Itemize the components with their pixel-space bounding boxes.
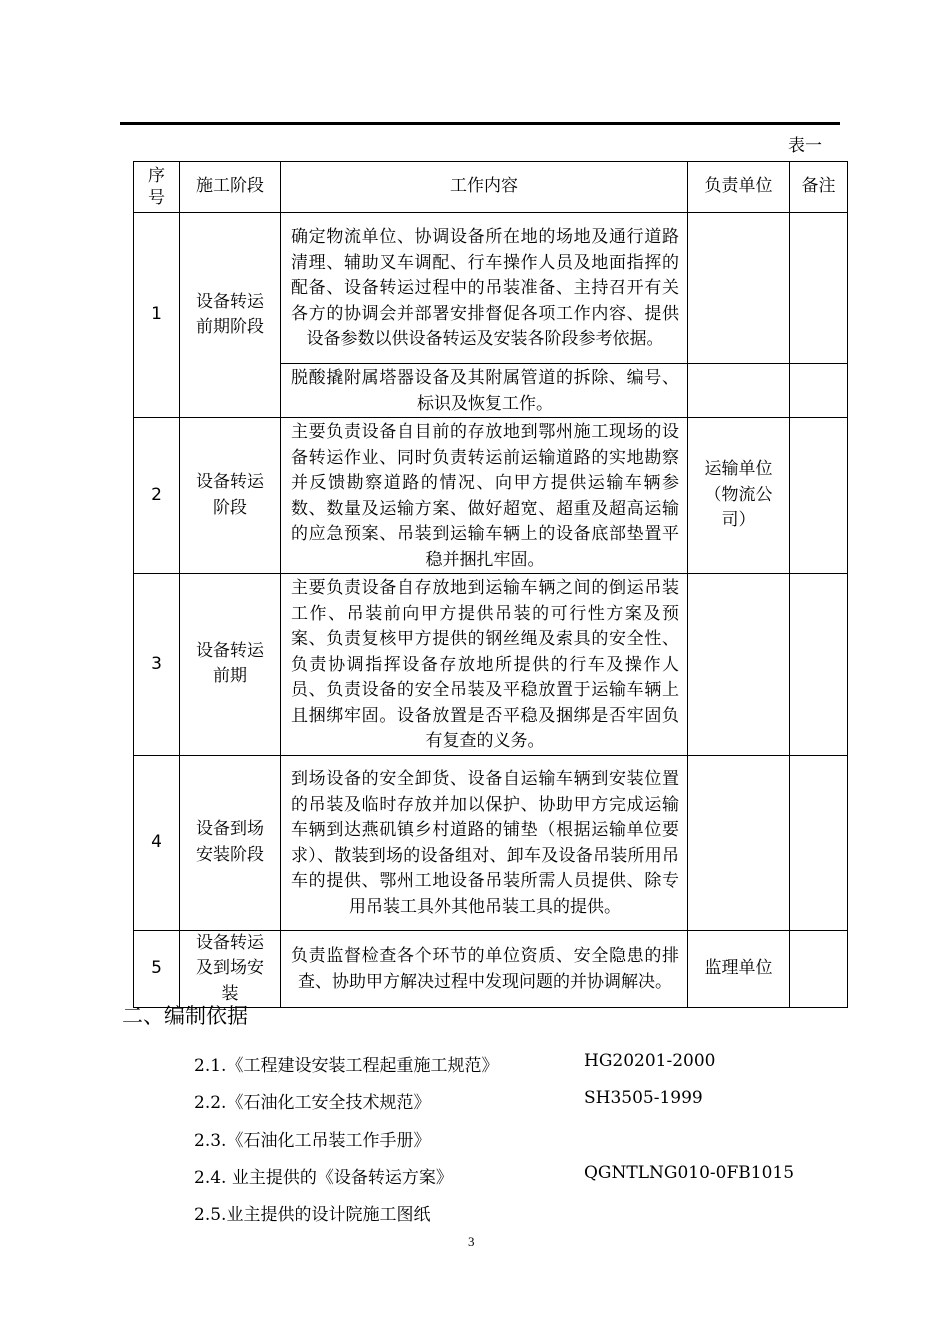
header-note: 备注 xyxy=(790,162,848,213)
cell-content: 到场设备的安全卸货、设备自运输车辆到安装位置的吊装及临时存放并加以保护、协助甲方完成运输车辆到达燕矶镇乡村道路的铺垫（根据运输单位要求）、散装到场的设备组对、卸车及设备吊装所用吊车的提供、鄂州工地设备吊装所需人员提供、除专用吊装工具外其他吊装工具的提供。 xyxy=(281,755,688,930)
reference-item xyxy=(194,1163,795,1188)
cell-stage: 设备转运阶段 xyxy=(180,418,281,574)
cell-stage: 设备转运前期 xyxy=(180,574,281,756)
cell-seq: 2 xyxy=(134,418,180,574)
reference-text: 2.3.《石油化工吊装工作手册》 xyxy=(194,1131,431,1151)
cell-note xyxy=(790,418,848,574)
cell-note xyxy=(790,574,848,756)
cell-stage: 设备转运及到场安装 xyxy=(180,930,281,1008)
table-row xyxy=(134,213,848,364)
cell-seq: 1 xyxy=(134,213,180,418)
table-header-row xyxy=(134,162,848,213)
table-label: 表一 xyxy=(788,136,822,156)
reference-text: 2.2.《石油化工安全技术规范》 xyxy=(194,1093,431,1113)
cell-note xyxy=(790,213,848,364)
header-unit: 负责单位 xyxy=(688,162,790,213)
table-row xyxy=(134,574,848,756)
table-row xyxy=(134,930,848,1008)
top-rule xyxy=(120,122,840,125)
table-row xyxy=(134,418,848,574)
table-row xyxy=(134,755,848,930)
cell-stage: 设备转运前期阶段 xyxy=(180,213,281,418)
cell-note xyxy=(790,755,848,930)
section-title: 二、编制依据 xyxy=(122,1004,248,1028)
reference-code: SH3505-1999 xyxy=(584,1088,703,1108)
header-seq: 序号 xyxy=(134,162,180,213)
cell-content: 负责监督检查各个环节的单位资质、安全隐患的排查、协助甲方解决过程中发现问题的并协调解决。 xyxy=(281,930,688,1008)
reference-code: QGNTLNG010-0FB1015 xyxy=(584,1163,795,1183)
reference-item xyxy=(194,1051,716,1076)
reference-item xyxy=(194,1088,703,1113)
cell-unit xyxy=(688,755,790,930)
cell-content: 主要负责设备自目前的存放地到鄂州施工现场的设备转运作业、同时负责转运前运输道路的实地勘察并反馈勘察道路的情况、向甲方提供运输车辆参数、数量及运输方案、做好超宽、超重及超高运输的应急预案、吊装到运输车辆上的设备底部垫置平稳并捆扎牢固。 xyxy=(281,418,688,574)
cell-stage: 设备到场安装阶段 xyxy=(180,755,281,930)
cell-unit: 运输单位（物流公司） xyxy=(688,418,790,574)
cell-note xyxy=(790,930,848,1008)
cell-note xyxy=(790,364,848,418)
cell-seq: 3 xyxy=(134,574,180,756)
header-content: 工作内容 xyxy=(281,162,688,213)
reference-item xyxy=(194,1200,430,1225)
cell-content: 确定物流单位、协调设备所在地的场地及通行道路清理、辅助叉车调配、行车操作人员及地面指挥的配备、设备转运过程中的吊装准备、主持召开有关各方的协调会并部署安排督促各项工作内容、提供设备参数以供设备转运及安装各阶段参考依据。 xyxy=(281,213,688,364)
cell-content: 主要负责设备自存放地到运输车辆之间的倒运吊装工作、吊装前向甲方提供吊装的可行性方案及预案、负责复核甲方提供的钢丝绳及索具的安全性、负责协调指挥设备存放地所提供的行车及操作人员、负责设备的安全吊装及平稳放置于运输车辆上且捆绑牢固。设备放置是否平稳及捆绑是否牢固负有复查的义务。 xyxy=(281,574,688,756)
reference-code: HG20201-2000 xyxy=(584,1051,716,1071)
cell-unit xyxy=(688,213,790,364)
reference-item xyxy=(194,1126,430,1151)
reference-text: 2.4. 业主提供的《设备转运方案》 xyxy=(194,1168,453,1188)
work-table xyxy=(133,161,848,1008)
cell-content: 脱酸撬附属塔器设备及其附属管道的拆除、编号、标识及恢复工作。 xyxy=(281,364,688,418)
reference-text: 2.1.《工程建设安装工程起重施工规范》 xyxy=(194,1056,499,1076)
cell-unit xyxy=(688,574,790,756)
header-stage: 施工阶段 xyxy=(180,162,281,213)
cell-unit: 监理单位 xyxy=(688,930,790,1008)
page-number: 3 xyxy=(468,1234,475,1249)
reference-text: 2.5.业主提供的设计院施工图纸 xyxy=(194,1205,431,1225)
cell-seq: 4 xyxy=(134,755,180,930)
cell-unit xyxy=(688,364,790,418)
cell-seq: 5 xyxy=(134,930,180,1008)
